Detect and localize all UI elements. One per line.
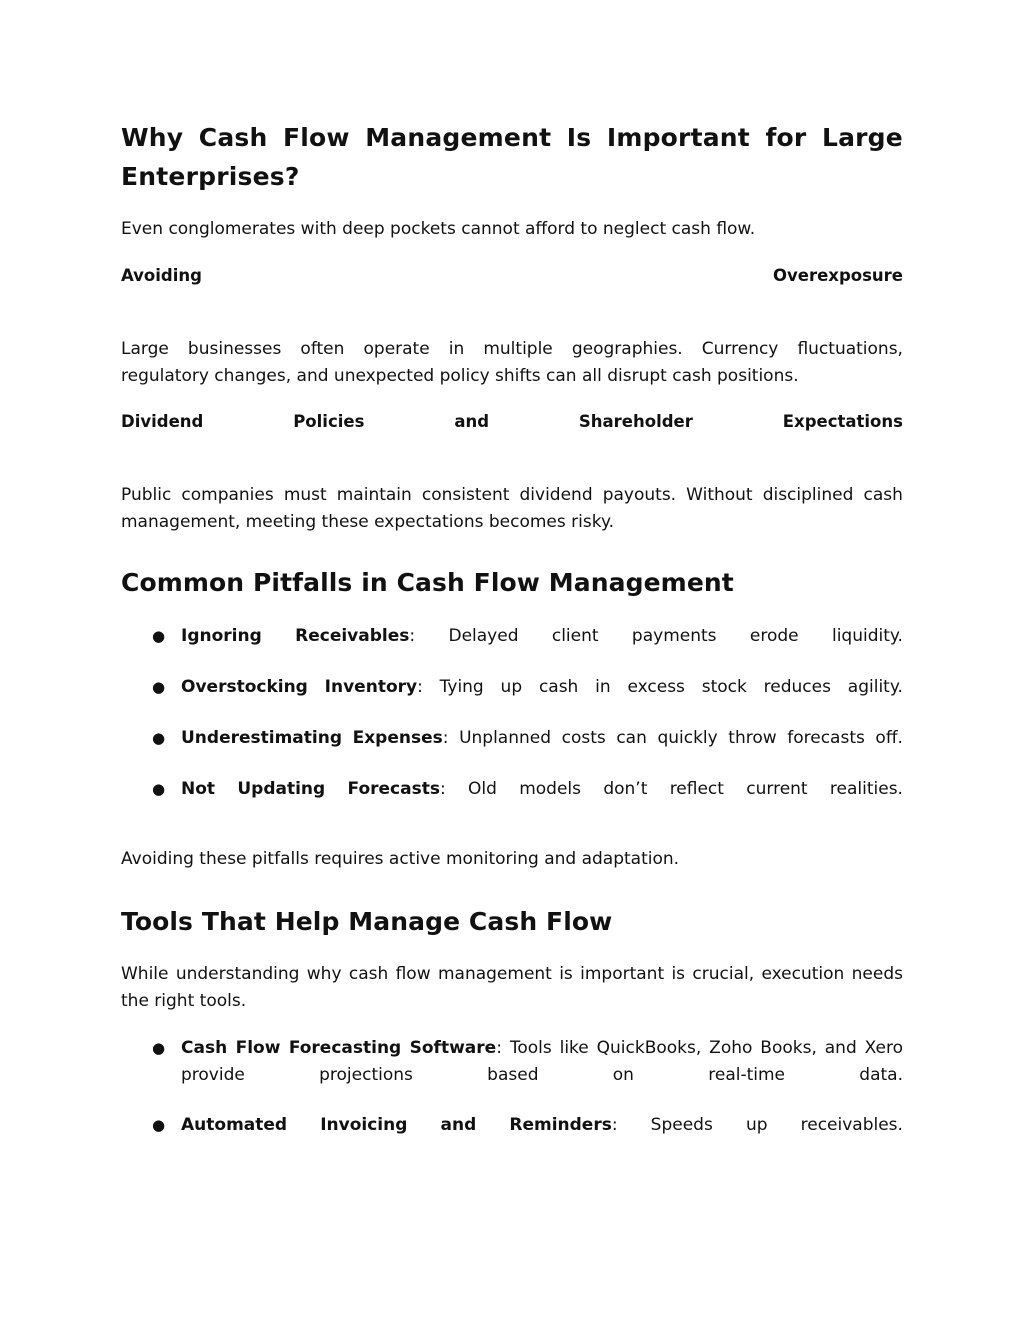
term-colon: : — [417, 677, 423, 697]
word: receivables. — [800, 1115, 903, 1135]
paragraph-line-2: the right tools. — [121, 990, 247, 1011]
word: dividend — [519, 485, 593, 505]
word: current — [746, 779, 808, 799]
word: provide — [181, 1064, 245, 1085]
bullet-icon: ● — [152, 678, 166, 696]
term-word: Receivables — [295, 626, 410, 646]
word: agility. — [847, 677, 903, 697]
word: payments — [631, 626, 717, 646]
bullet-icon: ● — [152, 627, 166, 645]
word: in — [448, 339, 465, 359]
paragraph-line-1: While understanding why cash flow management is important is crucial, execution needs — [121, 964, 903, 984]
term-colon: : — [442, 728, 449, 748]
heading-text: Common Pitfalls in Cash Flow Management — [121, 568, 734, 597]
word: fluctuations, — [797, 339, 903, 359]
word: data. — [859, 1064, 903, 1085]
word: Flow — [282, 123, 350, 152]
section-heading-tools — [121, 906, 903, 938]
intro-text: Even conglomerates with deep pockets cannot afford to neglect cash flow. — [121, 219, 756, 239]
term-colon: : — [409, 626, 416, 646]
term-colon: : — [439, 779, 446, 799]
tool-description: Tools like QuickBooks, Zoho Books, and Xero — [501, 1038, 903, 1058]
word: Why — [121, 123, 184, 152]
paragraph-public-companies — [121, 482, 903, 535]
heading-line-1 — [121, 118, 903, 157]
word: reflect — [669, 779, 724, 799]
tool-name: Cash Flow Forecasting Software — [181, 1038, 497, 1058]
heading-text: Tools That Help Manage Cash Flow — [121, 907, 613, 936]
term-colon: : — [611, 1115, 618, 1135]
paragraph-line-2: regulatory changes, and unexpected policy shifts can all disrupt cash positions. — [121, 365, 799, 386]
term-with-colon — [509, 1112, 617, 1139]
word: businesses — [187, 339, 282, 359]
term-word: and — [440, 1115, 477, 1135]
heading-line-2: Enterprises? — [121, 162, 300, 191]
word: must — [283, 485, 327, 505]
word: Public — [121, 485, 172, 505]
list-item-text — [181, 1035, 903, 1088]
word: Old — [468, 779, 497, 799]
term-with-colon — [325, 674, 423, 701]
word: Delayed — [448, 626, 519, 646]
word: up — [500, 677, 523, 697]
word: excess — [627, 677, 685, 697]
term-word: Underestimating — [181, 728, 343, 748]
word: Cash — [198, 123, 268, 152]
word: on — [612, 1064, 634, 1085]
word: client — [551, 626, 599, 646]
subheading-avoiding-overexposure — [121, 264, 903, 288]
word: maintain — [336, 485, 412, 505]
word: projections — [319, 1064, 413, 1085]
word: geographies. — [571, 339, 683, 359]
word: and — [454, 412, 490, 431]
word: don’t — [603, 779, 648, 799]
word: quickly — [657, 728, 718, 748]
term-word: Updating — [237, 779, 326, 799]
subheading-dividend-policies — [121, 410, 903, 434]
word: Avoiding — [121, 266, 202, 285]
word: Overexposure — [773, 266, 903, 285]
word: Speeds — [650, 1115, 713, 1135]
list-item-line-1 — [181, 1035, 903, 1062]
term-word: Ignoring — [181, 626, 262, 646]
term-word: Invoicing — [320, 1115, 408, 1135]
summary-text: Avoiding these pitfalls requires active monitoring and adaptation. — [121, 849, 680, 869]
term-word: Reminders — [509, 1115, 612, 1135]
word: Dividend — [121, 412, 204, 431]
word: up — [745, 1115, 768, 1135]
word: throw — [728, 728, 777, 748]
word: Currency — [701, 339, 779, 359]
bullet-icon: ● — [152, 1116, 166, 1134]
word: Without — [686, 485, 753, 505]
word: liquidity. — [831, 626, 903, 646]
term-word: Expenses — [352, 728, 443, 748]
word: companies — [181, 485, 274, 505]
term-word: Forecasts — [347, 779, 440, 799]
term-with-colon — [348, 776, 446, 803]
list-item-text — [181, 725, 903, 752]
list-item-text — [181, 674, 903, 701]
word: real-time — [708, 1064, 786, 1085]
word: Large — [121, 339, 169, 359]
word: stock — [701, 677, 747, 697]
word: based — [487, 1064, 539, 1085]
list-item-text — [181, 1112, 903, 1139]
list-item-text — [181, 776, 903, 803]
word: multiple — [483, 339, 553, 359]
word: forecasts — [787, 728, 865, 748]
word: can — [616, 728, 647, 748]
list-item-line-2 — [181, 1062, 903, 1089]
word: off. — [875, 728, 903, 748]
intro-paragraph — [121, 216, 903, 243]
word: Expectations — [782, 412, 903, 431]
word: Is — [566, 123, 592, 152]
term-word: Automated — [181, 1115, 288, 1135]
word: often — [300, 339, 345, 359]
paragraph-line-1 — [121, 482, 903, 509]
word: erode — [749, 626, 799, 646]
word: Policies — [293, 412, 365, 431]
term-word: Not — [181, 779, 216, 799]
paragraph-line-2: management, meeting these expectations becomes risky. — [121, 511, 614, 532]
word: payouts. — [602, 485, 677, 505]
paragraph-line-1 — [121, 336, 903, 363]
pitfalls-summary-paragraph — [121, 846, 903, 873]
word: operate — [363, 339, 430, 359]
bullet-icon: ● — [152, 729, 166, 747]
word: Management — [365, 123, 552, 152]
list-item-text — [181, 623, 903, 650]
word: cash — [538, 677, 579, 697]
word: reduces — [763, 677, 831, 697]
word: cash — [863, 485, 903, 505]
term-word: Overstocking — [181, 677, 308, 697]
term-with-colon — [353, 725, 449, 752]
word: Tying — [439, 677, 484, 697]
tool-colon: : — [496, 1038, 502, 1058]
tools-intro-paragraph — [121, 961, 903, 1014]
word: for — [765, 123, 807, 152]
word: costs — [561, 728, 606, 748]
term-word: Inventory — [324, 677, 418, 697]
word: Important — [606, 123, 750, 152]
word: in — [595, 677, 611, 697]
word: Large — [821, 123, 903, 152]
word: realities. — [829, 779, 903, 799]
word: Unplanned — [459, 728, 552, 748]
paragraph-large-businesses — [121, 336, 903, 389]
section-heading-why-cash-flow — [121, 118, 903, 196]
word: Shareholder — [578, 412, 693, 431]
section-heading-common-pitfalls — [121, 567, 903, 599]
bullet-icon: ● — [152, 780, 166, 798]
word: models — [519, 779, 582, 799]
bullet-icon: ● — [152, 1039, 166, 1057]
term-with-colon — [295, 623, 415, 650]
word: consistent — [421, 485, 510, 505]
word: disciplined — [762, 485, 854, 505]
